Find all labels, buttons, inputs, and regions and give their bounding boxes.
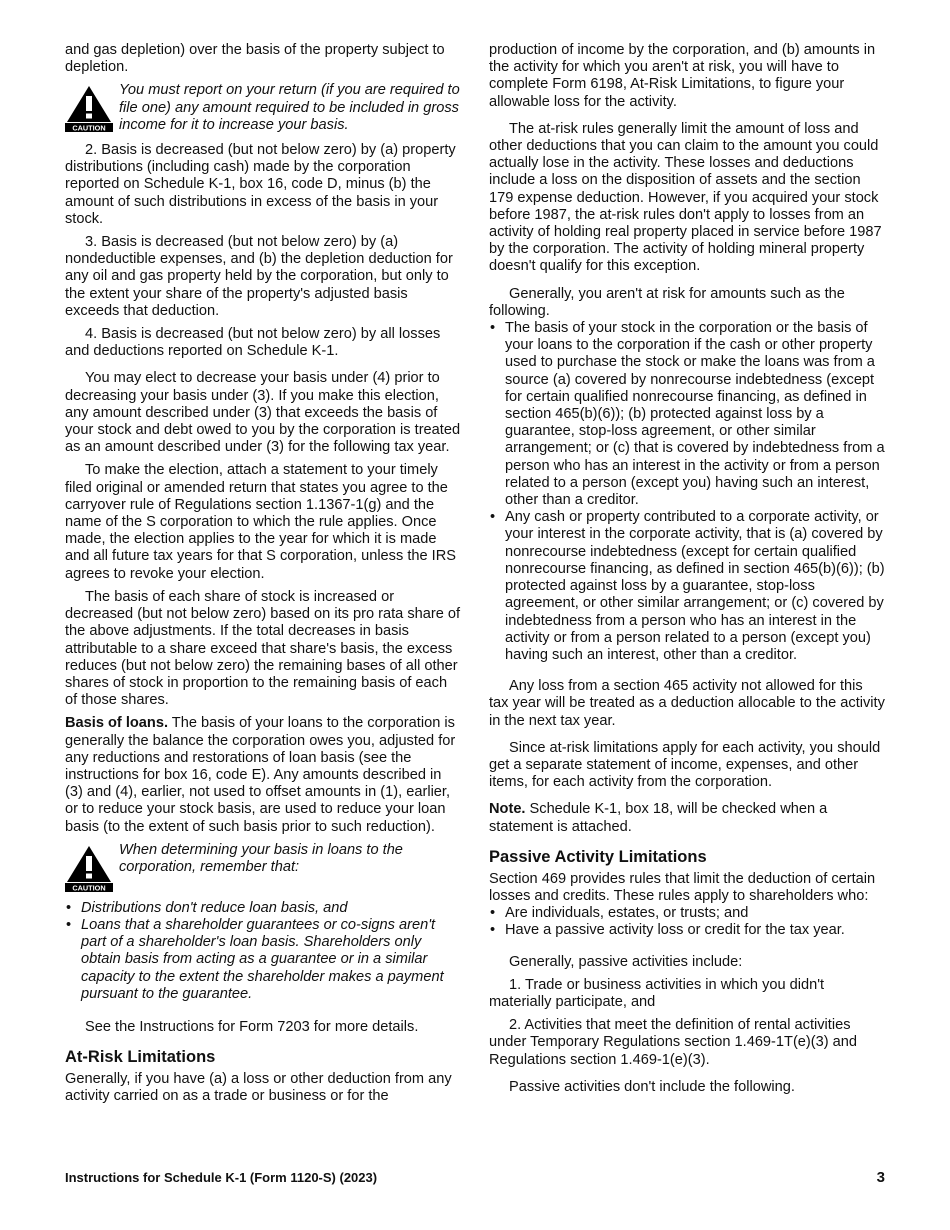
paragraph: and gas depletion) over the basis of the property subject to depletion. xyxy=(65,42,445,76)
paragraph: Generally, if you have (a) a loss or other deduction from any activity carried on as a trade or business or for the xyxy=(65,1071,452,1105)
section-heading-at-risk: At-Risk Limitations xyxy=(65,1048,216,1067)
paragraph: To make the election, attach a statement to your timely filed original or amended return that states you agree to the carryover rule of Regulations section 1.1367-1(g) and the name of the S corporation to which the rule applies. Once made, the election applies to the year for which it is made and all future tax years for that S corporation, unless the IRS agrees to revoke your election. xyxy=(65,462,456,582)
paragraph-text: The basis of your loans to the corporation is generally the balance the corporation owes you, adjusted for any reductions and restorations of loan basis (see the instructions for box 16, code E). Any amounts described in (3) and (4), earlier, not used to offset amounts in (1), earlier, or to reduce your stock basis, are used to reduce your loan basis (to the extent of such basis prior to such reduction). xyxy=(65,715,456,835)
paragraph: The at-risk rules generally limit the amount of loss and other deductions that you can claim to the amount you could actually lose in the activity. These losses and deductions include a loss on the disposition of assets and the section 179 expense deduction. However, if you acquired your stock before 1987, the at-risk rules don't apply to losses from an activity of holding real property placed in service before 1987 by the corporation. The activity of holding mineral property doesn't qualify for this exception. xyxy=(489,120,882,275)
paragraph-text: Schedule K-1, box 18, will be checked when a statement is attached. xyxy=(489,801,828,835)
bullet-item: • Have a passive activity loss or credit for the tax year. xyxy=(489,922,886,939)
paragraph: The basis of each share of stock is increased or decreased (but not below zero) based on its pro rata share of the above adjustments. If the total decreases in basis attributable to a share exceed that share's basis, the excess reduces (but not below zero) the remaining bases of all other shares of stock in proportion to the remaining basis of each of those shares. xyxy=(65,588,461,709)
paragraph: 2. Basis is decreased (but not below zero) by (a) property distributions (including cash) made by the corporation reported on Schedule K-1, box 16, code D, minus (b) the amount of such distributions in excess of the basis in your stock. xyxy=(65,142,456,227)
caution-label: CAUTION xyxy=(72,883,106,892)
paragraph: See the Instructions for Form 7203 for more details. xyxy=(85,1018,419,1035)
paragraph: Passive activities don't include the following. xyxy=(509,1078,795,1095)
bullet-item: • Are individuals, estates, or trusts; and xyxy=(489,905,886,922)
paragraph: Any loss from a section 465 activity not allowed for this tax year will be treated as a deduction allocable to the activity in the next tax year. xyxy=(489,678,885,729)
paragraph: Section 469 provides rules that limit the deduction of certain losses and credits. These rules apply to shareholders who: xyxy=(489,870,876,904)
paragraph-note xyxy=(489,801,886,835)
paragraph: 3. Basis is decreased (but not below zero) by (a) nondeductible expenses, and (b) the depletion deduction for any oil and gas property held by the corporation, but only to the extent your share of the property's adjusted basis exceeds that deduction. xyxy=(65,234,453,319)
paragraph: 4. Basis is decreased (but not below zero) by all losses and deductions reported on Schedule K-1. xyxy=(65,326,441,360)
left-column xyxy=(65,42,463,1112)
caution-note xyxy=(65,82,463,134)
paragraph: You may elect to decrease your basis under (4) prior to decreasing your basis under (3). If you make this election, any amount described under (3) that exceeds the basis of your stock and debt owed to you by the corporation is treated as an amount described under (3) for the following tax year. xyxy=(65,370,461,456)
bullet-item: • Distributions don't reduce loan basis, and xyxy=(65,900,463,917)
caution-note xyxy=(65,842,463,892)
caution-text: You must report on your return (if you are required to file one) any amount required to be included in gross income for it to increase your basis. xyxy=(119,82,460,133)
page-number: 3 xyxy=(876,1169,885,1186)
paragraph: Generally, you aren't at risk for amounts such as the following. xyxy=(489,285,845,319)
run-in-heading: Basis of loans. xyxy=(65,715,168,732)
paragraph-basis-of-loans xyxy=(65,715,463,835)
paragraph: Generally, passive activities include: xyxy=(509,953,743,970)
caution-text: When determining your basis in loans to the corporation, remember that: xyxy=(119,841,403,875)
bullet-item: • Loans that a shareholder guarantees or co-signs aren't part of a shareholder's loan basis. Shareholders only obtain basis from acting as a guarantee or in a similar capacity to the extent the shareholder makes a payment pursuant to the guarantee. xyxy=(65,917,463,1003)
bullet-item: • Any cash or property contributed to a corporate activity, or your interest in the corporate activity, that is (a) covered by nonrecourse indebtedness (except for certain qualified nonrecourse financing, as defined in section 465(b)(6)); (b) protected against loss by a guarantee, stop-loss agreement, or other similar arrangement; or (c) covered by indebtedness from a person who has an interest in the activity or from a person related to a person (except you) having such an interest, other than a creditor. xyxy=(489,509,886,664)
bullet-item: • The basis of your stock in the corporation or the basis of your loans to the corporation if the cash or other property used to purchase the stock or make the loans was from a source (a) covered by nonrecourse indebtedness (except for certain qualified nonrecourse financing, as defined in section 465(b)(6)); (b) protected against loss by a guarantee, stop-loss agreement, or other similar arrangement; or (c) that is covered by indebtedness from a person who has an interest in the activity or from a person related to a person (except you) having such an interest, other than a creditor. xyxy=(489,320,886,509)
caution-icon xyxy=(65,844,113,892)
paragraph: 2. Activities that meet the definition of rental activities under Temporary Regulations section 1.469-1T(e)(3) and Regulations section 1.469-1(e)(3). xyxy=(489,1017,858,1068)
run-in-heading: Note. xyxy=(489,801,526,818)
caution-label: CAUTION xyxy=(72,123,106,133)
caution-icon xyxy=(65,84,113,132)
footer-title: Instructions for Schedule K-1 (Form 1120-S) (2023) xyxy=(65,1170,378,1185)
section-heading-passive: Passive Activity Limitations xyxy=(489,847,707,866)
paragraph: Since at-risk limitations apply for each activity, you should get a separate statement of income, expenses, and other items, for each activity from the corporation. xyxy=(489,739,881,791)
paragraph: production of income by the corporation, and (b) amounts in the activity for which you aren't at risk, you will have to complete Form 6198, At-Risk Limitations, to figure your allowable loss for the activity. xyxy=(489,42,876,110)
paragraph: 1. Trade or business activities in which you didn't materially participate, and xyxy=(489,976,825,1010)
right-column xyxy=(489,42,886,1102)
